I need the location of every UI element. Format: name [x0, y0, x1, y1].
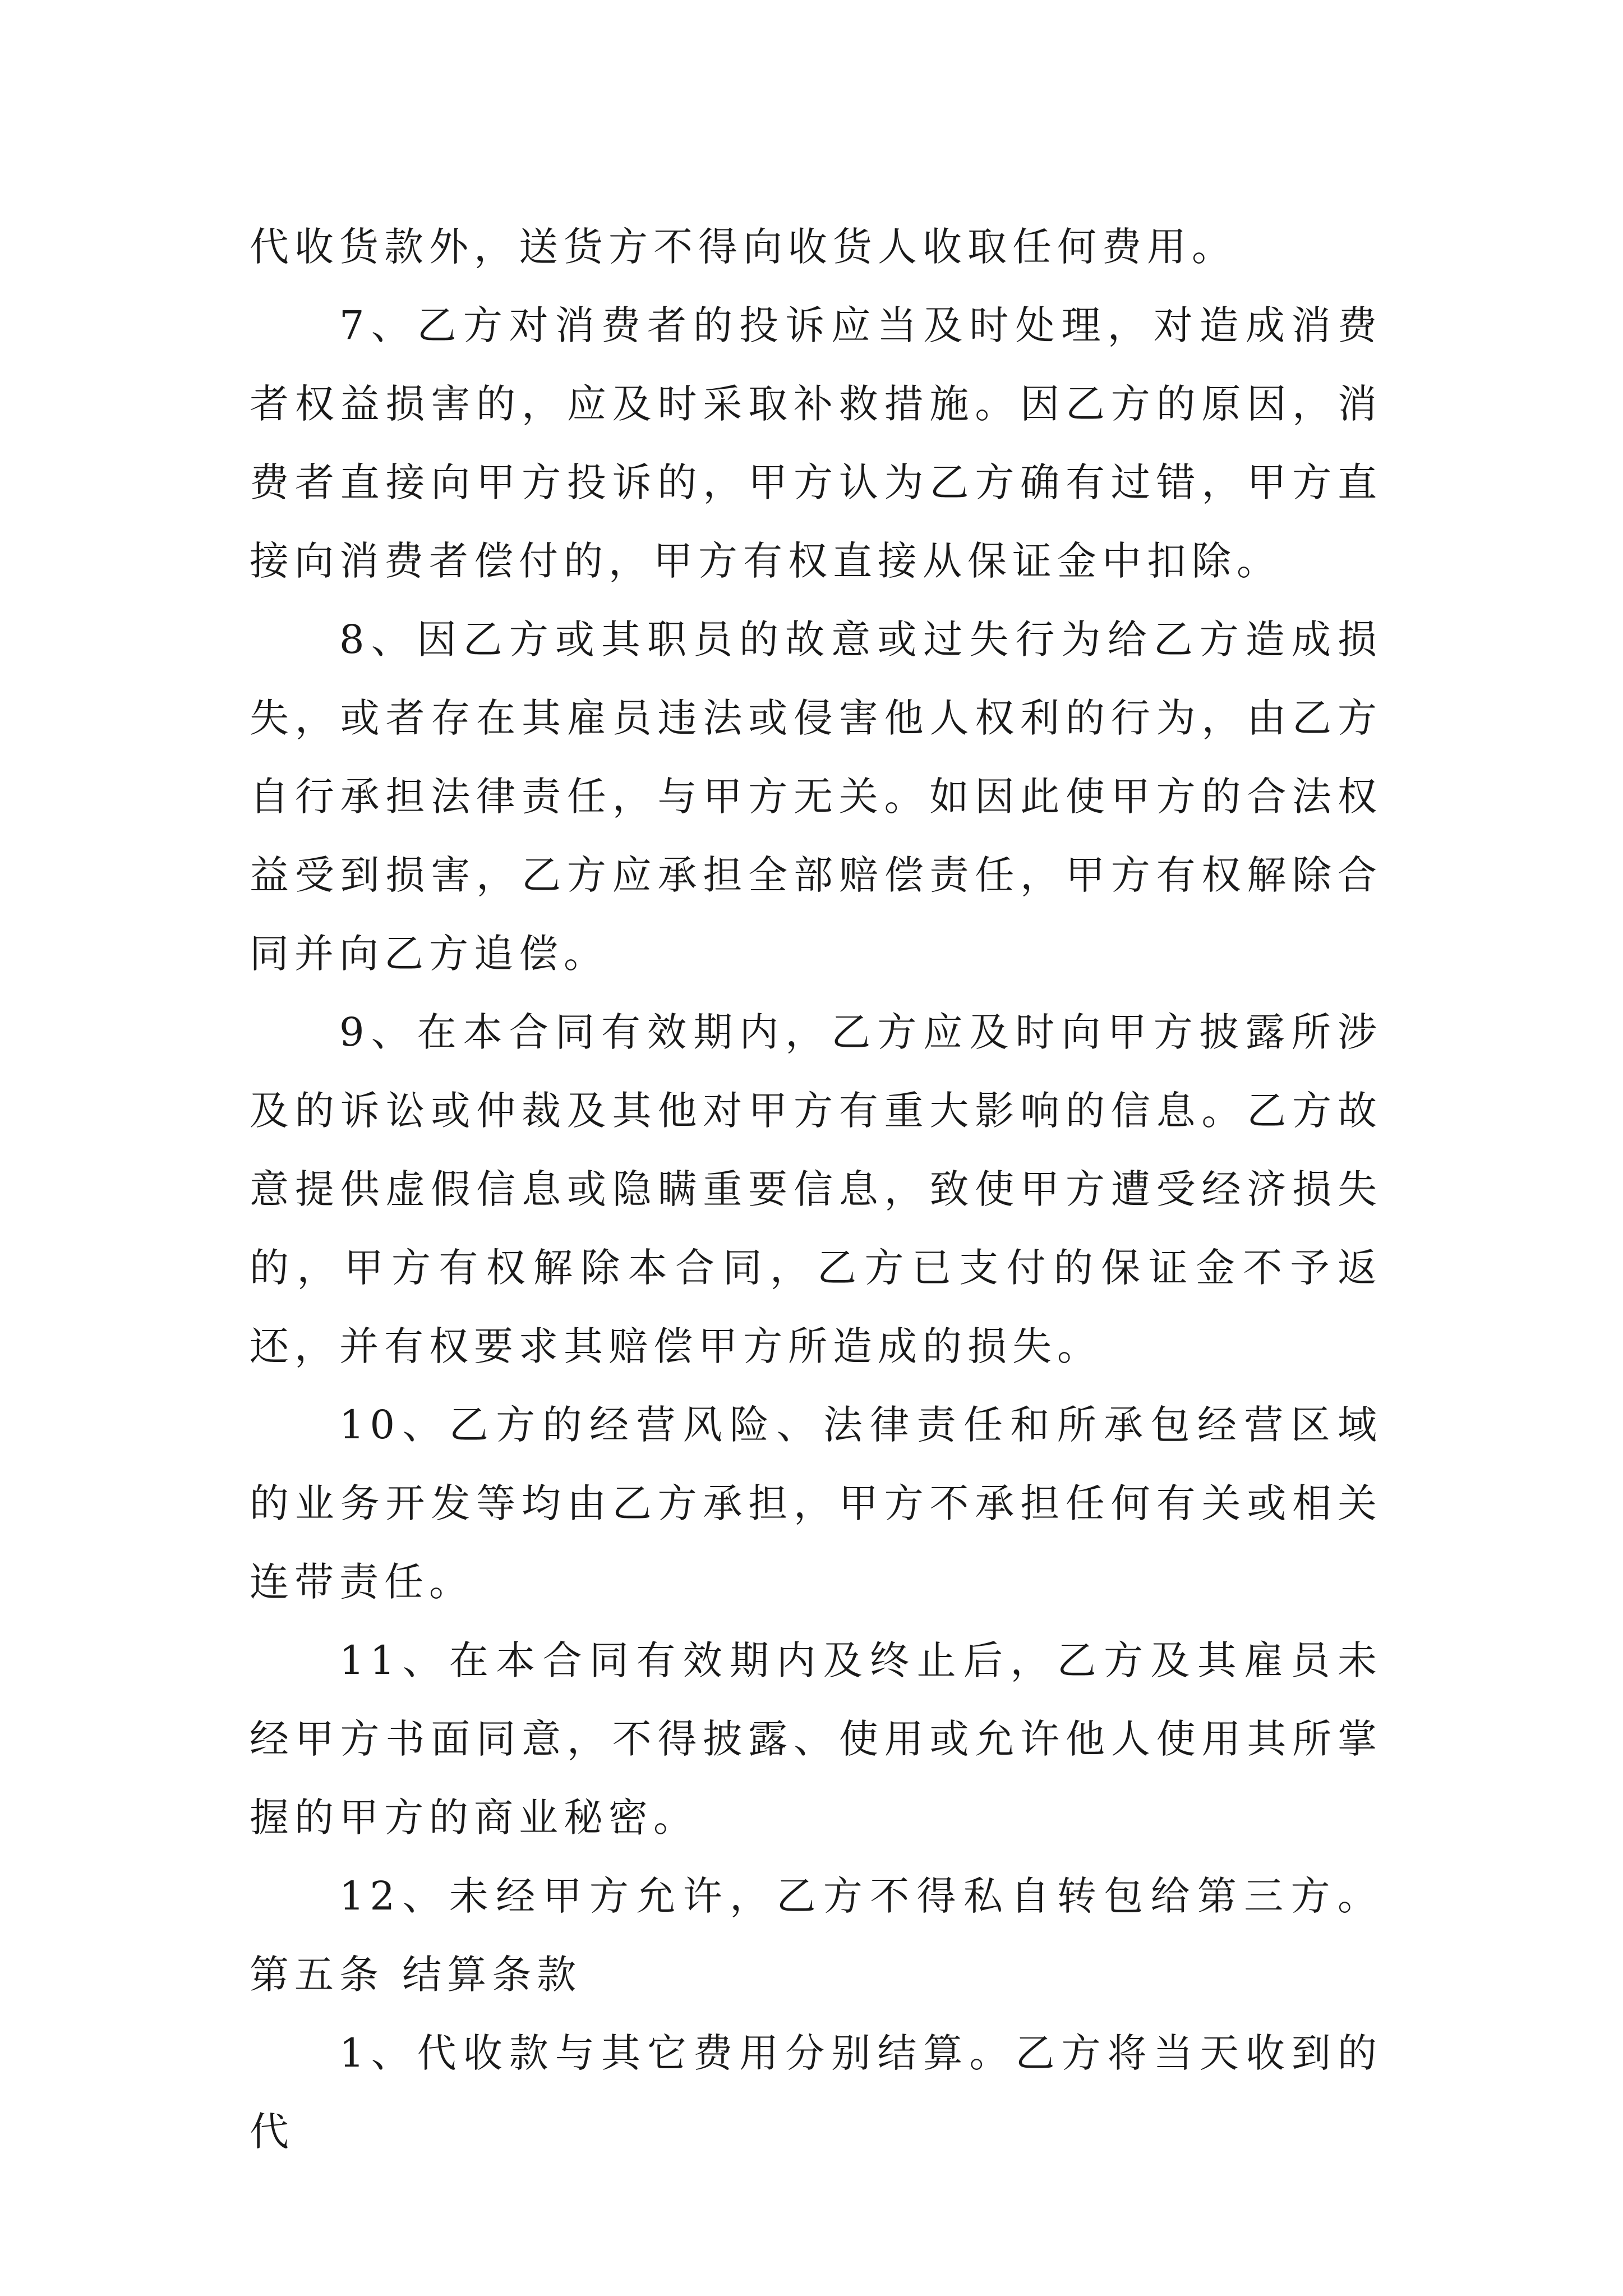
document-body [250, 208, 1382, 2171]
paragraph-clause-9: 9、在本合同有效期内，乙方应及时向甲方披露所涉及的诉讼或仲裁及其他对甲方有重大影响的信息。乙方故意提供虚假信息或隐瞒重要信息，致使甲方遭受经济损失的，甲方有权解除本合同，乙方已支付的保证金不予返还，并有权要求其赔偿甲方所造成的损失。 [250, 1009, 1382, 1369]
paragraph-settlement-1: 1、代收款与其它费用分别结算。乙方将当天收到的代 [250, 2030, 1382, 2155]
paragraph-clause-12: 12、未经甲方允许，乙方不得私自转包给第三方。 第五条 结算条款 [250, 1873, 1382, 1998]
paragraph-clause-8: 8、因乙方或其职员的故意或过失行为给乙方造成损失，或者存在其雇员违法或侵害他人权利的行为，由乙方自行承担法律责任，与甲方无关。如因此使甲方的合法权益受到损害，乙方应承担全部赔偿责任，甲方有权解除合同并向乙方追偿。 [250, 616, 1382, 977]
paragraph-clause-7: 7、乙方对消费者的投诉应当及时处理，对造成消费者权益损害的，应及时采取补救措施。因乙方的原因，消费者直接向甲方投诉的，甲方认为乙方确有过错，甲方直接向消费者偿付的，甲方有权直接从保证金中扣除。 [250, 302, 1382, 584]
paragraph-clause-11: 11、在本合同有效期内及终止后，乙方及其雇员未经甲方书面同意，不得披露、使用或允许他人使用其所掌握的甲方的商业秘密。 [250, 1637, 1382, 1841]
paragraph-continuation: 代收货款外，送货方不得向收货人收取任何费用。 [250, 224, 1237, 270]
paragraph-clause-10: 10、乙方的经营风险、法律责任和所承包经营区域的业务开发等均由乙方承担，甲方不承担任何有关或相关连带责任。 [250, 1402, 1382, 1605]
